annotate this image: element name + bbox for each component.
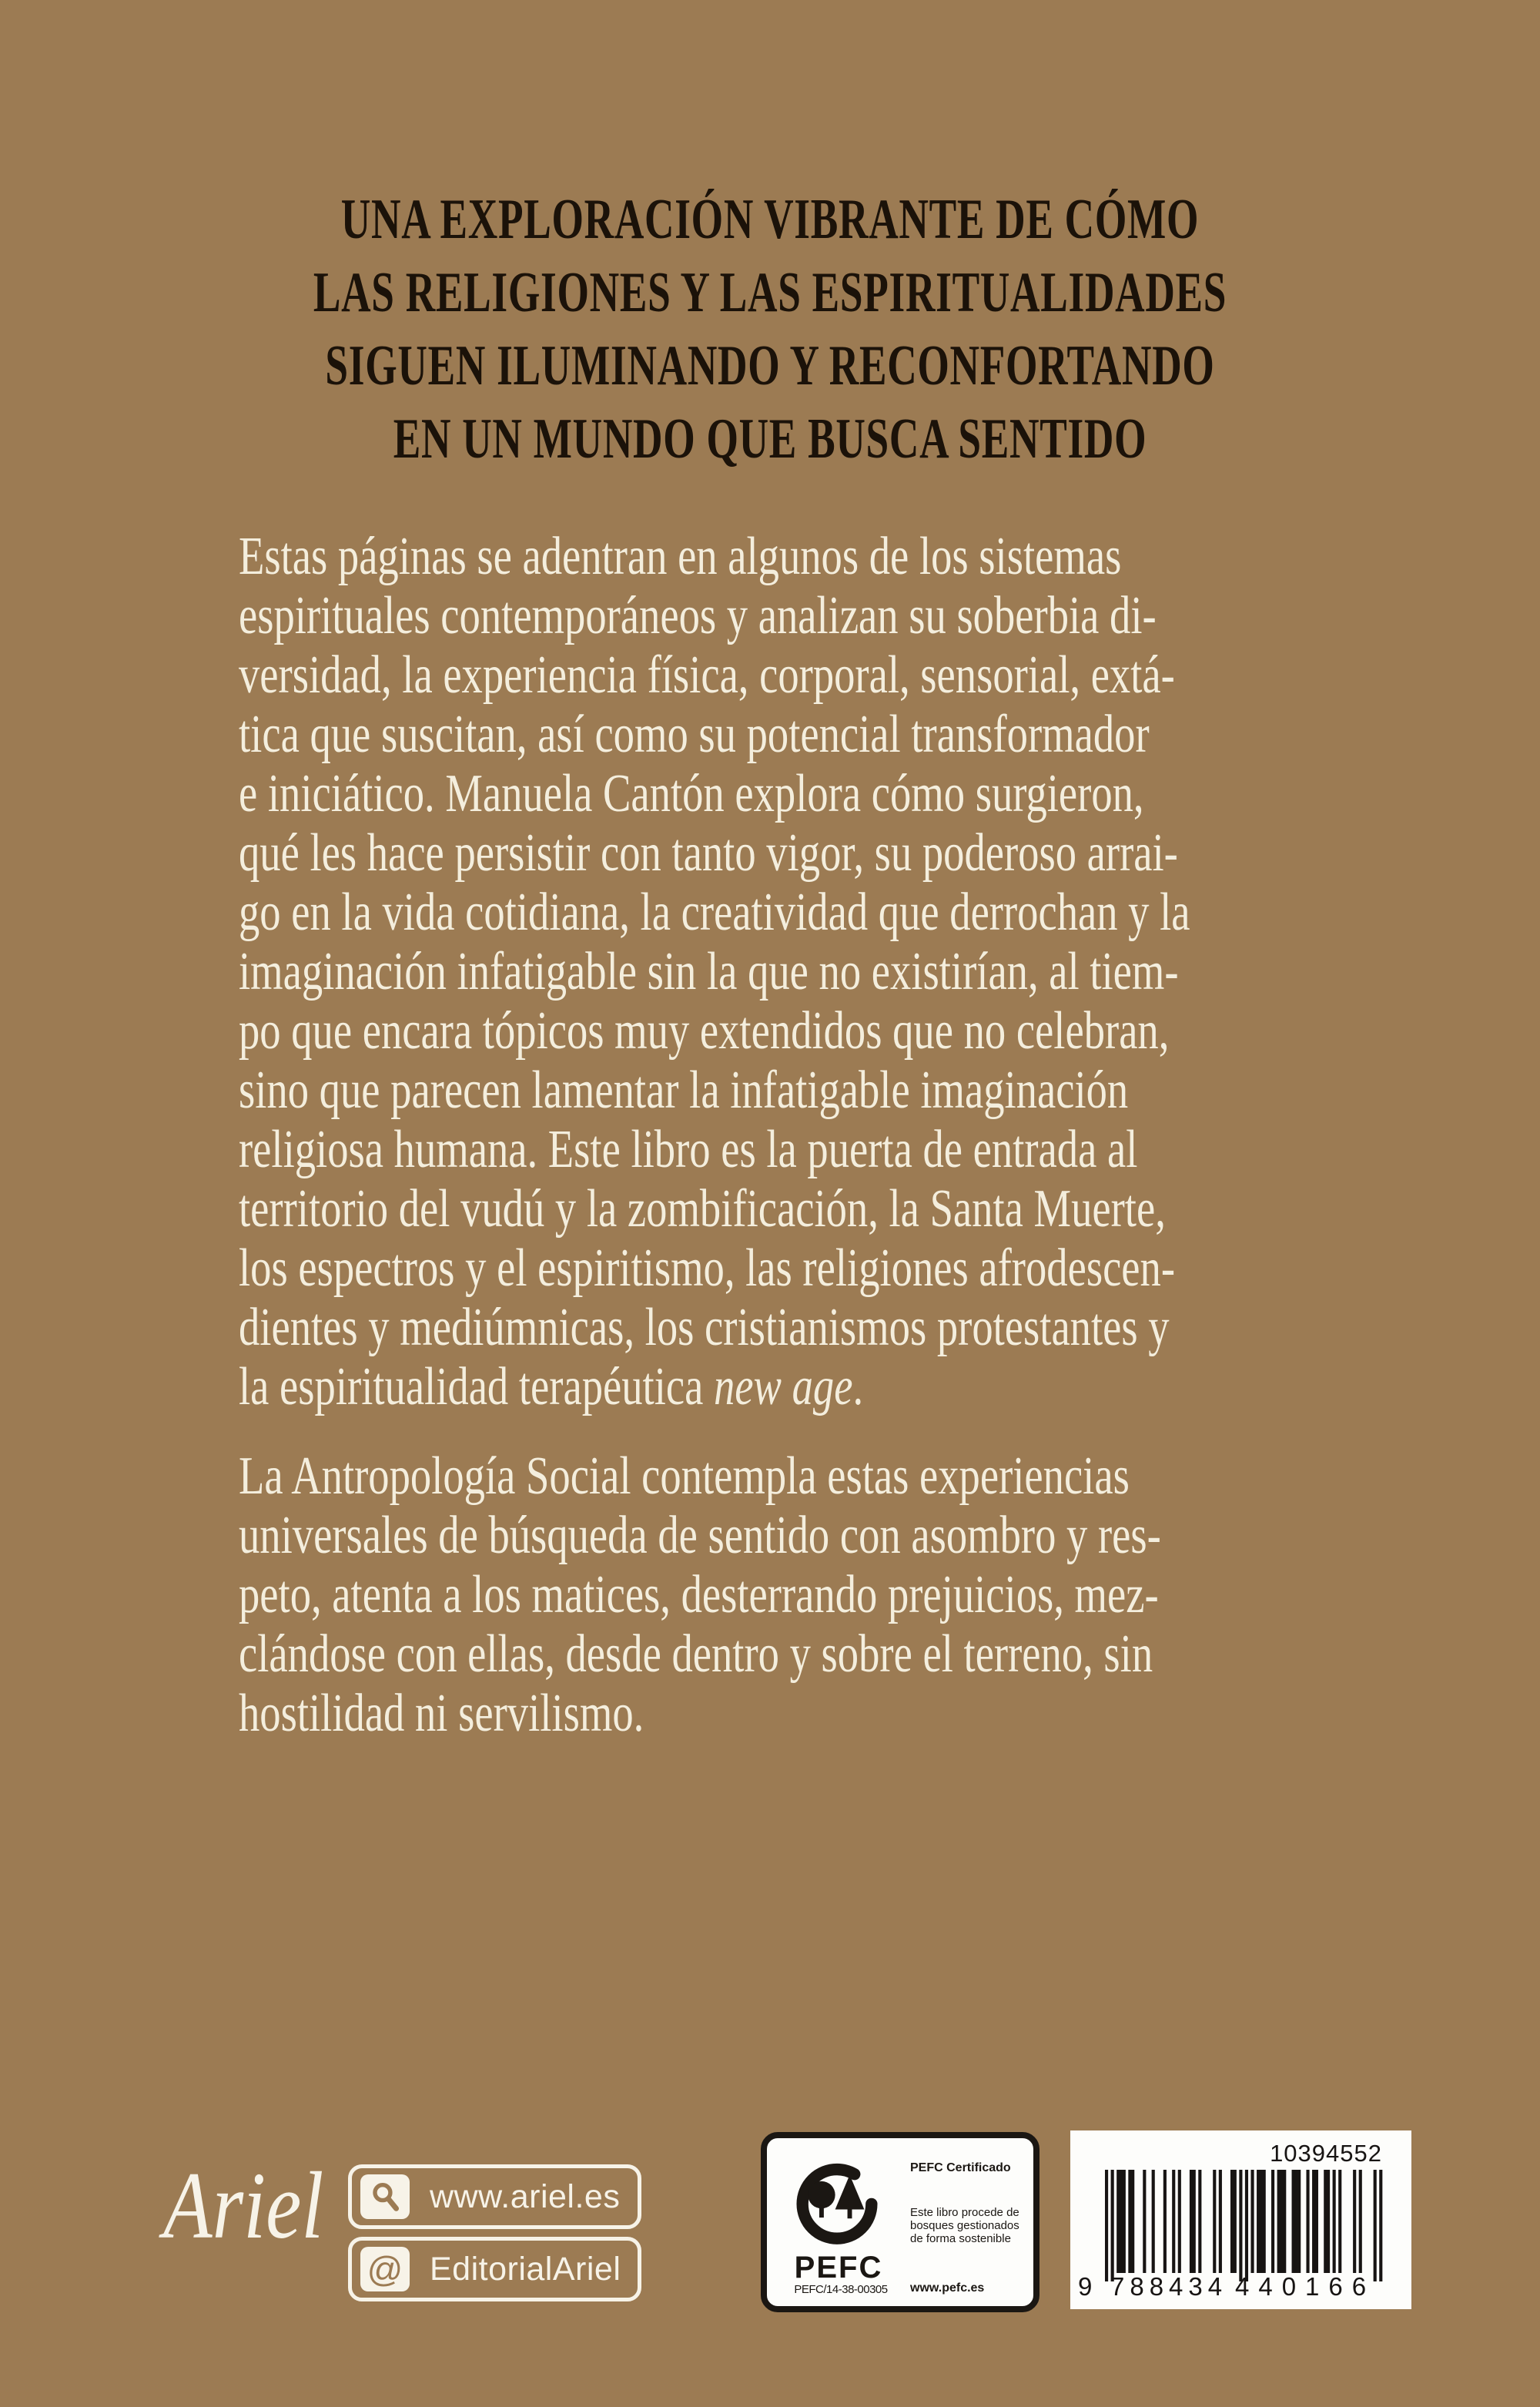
pefc-trees-icon [792, 2157, 882, 2251]
synopsis-line: sino que parecen lamentar la infatigable imaginación [239, 1061, 1129, 1120]
closing-line: clándose con ellas, desde dentro y sobre el terreno, sin [239, 1624, 1153, 1684]
synopsis-last-line-text: la espiritualidad terapéutica [239, 1357, 715, 1416]
pefc-description-line: bosques gestionados [910, 2219, 1019, 2232]
pefc-description-line: Este libro procede de [910, 2206, 1019, 2219]
pefc-certificate-code: PEFC/14-38-00305 [794, 2283, 888, 2296]
headline-line: SIGUEN ILUMINANDO Y RECONFORTANDO [325, 334, 1215, 397]
pefc-title: PEFC Certificado [910, 2161, 1011, 2174]
website-badge[interactable] [348, 2164, 641, 2229]
synopsis-last-line-period: . [852, 1357, 864, 1416]
barcode-digits [1070, 2272, 1411, 2300]
website-badge-label: www.ariel.es [430, 2177, 621, 2215]
barcode-top-number: 10394552 [1270, 2140, 1382, 2167]
pefc-description [910, 2206, 1019, 2245]
synopsis-line: territorio del vudú y la zombificación, la Santa Muerte, [239, 1179, 1166, 1239]
synopsis-line: po que encara tópicos muy extendidos que no celebran, [239, 1001, 1170, 1061]
headline-line: EN UN MUNDO QUE BUSCA SENTIDO [393, 407, 1147, 471]
synopsis-line: tica que suscitan, así como su potencial transformador [239, 705, 1150, 764]
headline-line: LAS RELIGIONES Y LAS ESPIRITUALIDADES [313, 261, 1227, 324]
synopsis-line: dientes y mediúmnicas, los cristianismos protestantes y [239, 1298, 1170, 1357]
pefc-logo-text: PEFC [794, 2251, 883, 2285]
ean-right-group: 440166 [1235, 2272, 1376, 2301]
back-cover-headline [216, 183, 1324, 476]
pefc-certification-label [761, 2132, 1040, 2312]
synopsis-line: espirituales contemporáneos y analizan su soberbia di- [239, 586, 1157, 645]
closing-line: La Antropología Social contempla estas experiencias [239, 1447, 1130, 1506]
closing-line: peto, atenta a los matices, desterrando prejuicios, mez- [239, 1565, 1159, 1624]
closing-last-line: hostilidad ni servilismo. [239, 1684, 644, 1743]
new-age-italic: new age [714, 1357, 853, 1416]
synopsis-line: Estas páginas se adentran en algunos de los sistemas [239, 527, 1122, 586]
synopsis-last-line [239, 1357, 1317, 1416]
synopsis-line: go en la vida cotidiana, la creatividad que derrochan y la [239, 883, 1190, 942]
synopsis-line: versidad, la experiencia física, corporal, sensorial, extá- [239, 645, 1175, 705]
closing-paragraph [239, 1447, 1317, 1743]
social-badge-label: EditorialAriel [430, 2250, 621, 2288]
synopsis-line: los espectros y el espiritismo, las religiones afrodescen- [239, 1239, 1176, 1298]
ean-left-group: 788434 [1110, 2272, 1228, 2301]
pefc-website: www.pefc.es [910, 2281, 985, 2295]
barcode-bars [1105, 2170, 1384, 2285]
synopsis-paragraph [239, 527, 1317, 1416]
pefc-description-line: de forma sostenible [910, 2232, 1011, 2245]
synopsis-line: qué les hace persistir con tanto vigor, su poderoso arrai- [239, 823, 1178, 883]
synopsis-line: imaginación infatigable sin la que no existirían, al tiem- [239, 942, 1179, 1001]
isbn-barcode [1070, 2130, 1411, 2309]
headline-line: UNA EXPLORACIÓN VIBRANTE DE CÓMO [340, 188, 1200, 251]
social-badge[interactable] [348, 2237, 641, 2301]
ean-first-digit: 9 [1078, 2272, 1093, 2301]
ariel-publisher-logo: Ariel [163, 2153, 324, 2258]
synopsis-line: e iniciático. Manuela Cantón explora cómo surgieron, [239, 764, 1144, 823]
at-icon: @ [360, 2247, 410, 2291]
synopsis-line: religiosa humana. Este libro es la puerta de entrada al [239, 1120, 1138, 1179]
search-icon [360, 2174, 410, 2219]
closing-line: universales de búsqueda de sentido con asombro y res- [239, 1506, 1161, 1565]
